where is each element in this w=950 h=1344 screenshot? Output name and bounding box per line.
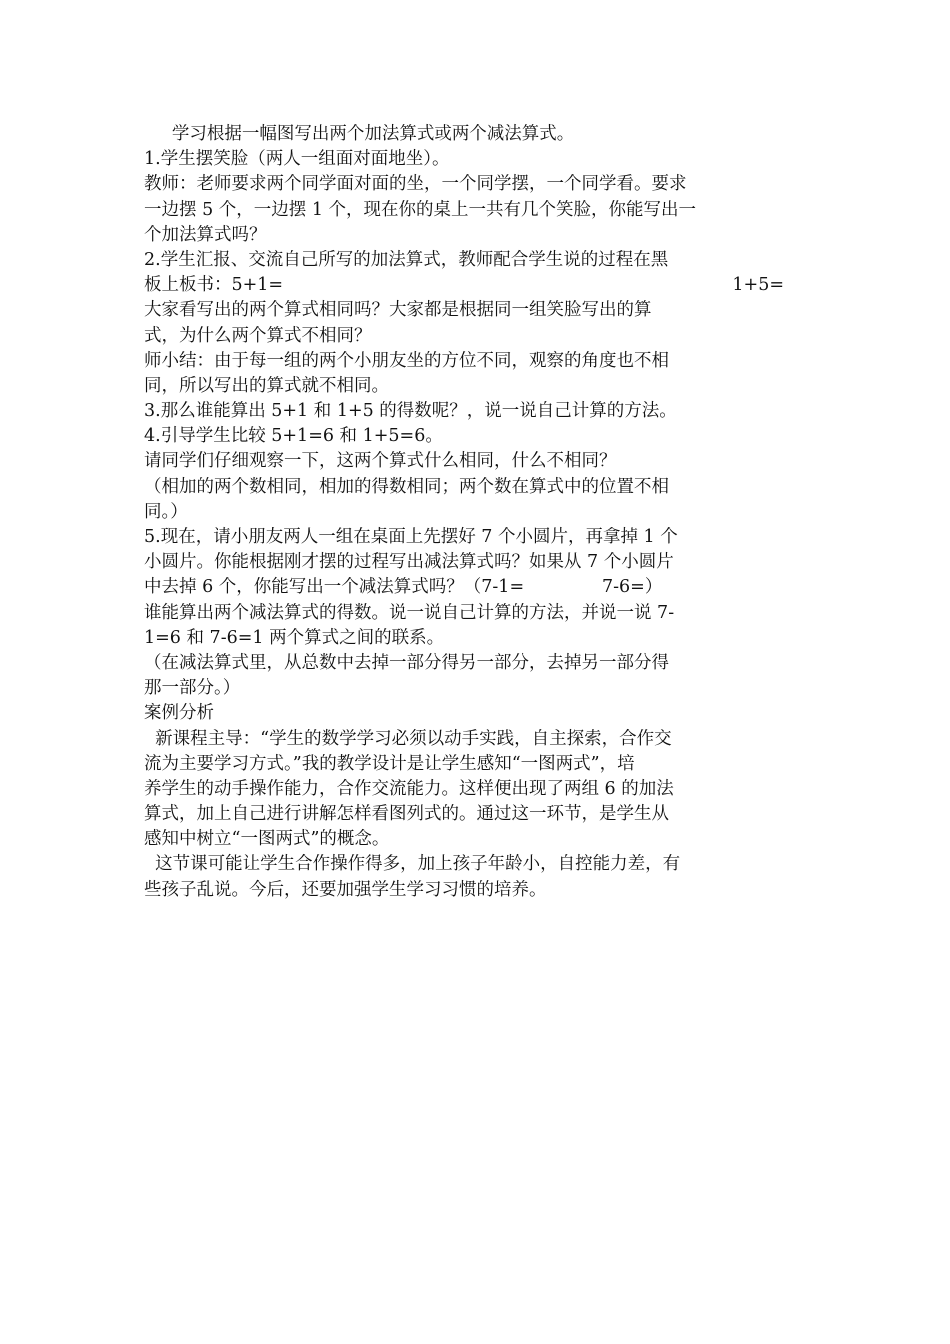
board-right-equation: 1+5= [732,275,784,296]
text-line: （在减法算式里，从总数中去掉一部分得另一部分，去掉另一部分得 [144,652,669,673]
text-line: 流为主要学习方式。”我的教学设计是让学生感知“一图两式”，培 [144,753,635,774]
document-body [144,122,814,903]
text-line: 同。） [144,501,188,522]
text-line: 那一部分。） [144,678,241,699]
text-line: 同，所以写出的算式就不相同。 [144,375,389,396]
board-left-equation: 板上板书：5+1= [144,275,284,296]
text-line: 个加法算式吗？ [144,224,267,245]
text-line: 些孩子乱说。今后，还要加强学生学习习惯的培养。 [144,879,547,900]
text-line: 大家看写出的两个算式相同吗？大家都是根据同一组笑脸写出的算 [144,300,652,321]
text-line: 小圆片。你能根据刚才摆的过程写出减法算式吗？如果从 7 个小圆片 [144,552,674,573]
board-equation-line [144,273,814,298]
text-line: 4.引导学生比较 5+1=6 和 1+5=6。 [144,426,443,447]
text-line: 2.学生汇报、交流自己所写的加法算式，教师配合学生说的过程在黑 [144,249,669,270]
text-line: 谁能算出两个减法算式的得数。说一说自己计算的方法，并说一说 7- [144,602,675,623]
text-line: 1=6 和 7-6=1 两个算式之间的联系。 [144,627,445,648]
section-heading: 案例分析 [144,703,214,724]
text-line: （相加的两个数相同，相加的得数相同；两个数在算式中的位置不相 [144,476,669,497]
text-line: 1.学生摆笑脸（两人一组面对面地坐）。 [144,149,450,170]
text-line: 一边摆 5 个，一边摆 1 个，现在你的桌上一共有几个笑脸，你能写出一 [144,199,697,220]
text-line: 师小结：由于每一组的两个小朋友坐的方位不同，观察的角度也不相 [144,350,669,371]
text-line: 请同学们仔细观察一下，这两个算式什么相同，什么不相同？ [144,451,617,472]
text-line: 这节课可能让学生合作操作得多，加上孩子年龄小，自控能力差，有 [144,854,681,875]
text-line: 5.现在，请小朋友两人一组在桌面上先摆好 7 个小圆片，再拿掉 1 个 [144,527,678,547]
text-line: 学习根据一幅图写出两个加法算式或两个减法算式。 [144,124,575,144]
text-line: 养学生的动手操作能力，合作交流能力。这样便出现了两组 6 的加法 [144,778,674,799]
text-line: 式，为什么两个算式不相同？ [144,325,372,346]
text-line: 算式，加上自己进行讲解怎样看图列式的。通过这一环节，是学生从 [144,804,669,825]
text-line: 教师：老师要求两个同学面对面的坐，一个同学摆，一个同学看。要求 [144,174,687,195]
text-line: 3.那么谁能算出 5+1 和 1+5 的得数呢？，说一说自己计算的方法。 [144,401,677,422]
text-line: 新课程主导：“学生的数学学习必须以动手实践，自主探索，合作交 [144,728,672,749]
text-line: 中去掉 6 个，你能写出一个减法算式吗？（7-1= 7-6=） [144,577,663,598]
text-line: 感知中树立“一图两式”的概念。 [144,829,390,850]
